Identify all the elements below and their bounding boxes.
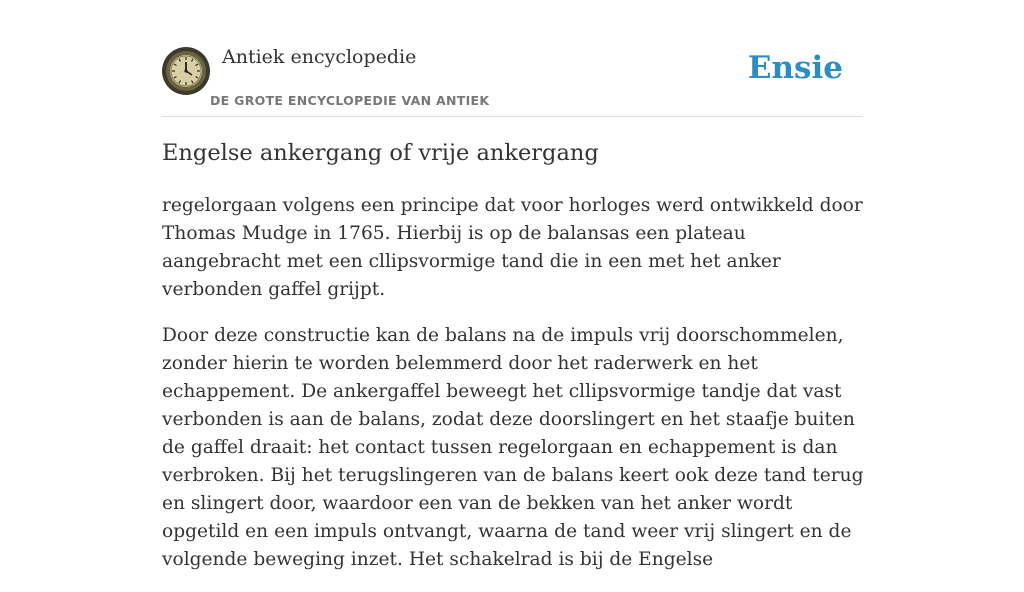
article-paragraph: regelorgaan volgens een principe dat voor horloges werd ontwikkeld door Thomas Mudge in 1765. Hierbij is op de balansas een plateau aangebracht met een cllipsvormige tand die in een met het anker verbonden gaffel grijpt. [162, 195, 863, 300]
ensie-logo[interactable]: Ensie [747, 50, 843, 86]
site-subtitle: DE GROTE ENCYCLOPEDIE VAN ANTIEK [210, 93, 490, 108]
article-title: Engelse ankergang of vrije ankergang [162, 140, 599, 166]
article-body [162, 192, 864, 592]
clock-icon[interactable] [162, 47, 210, 95]
article-paragraph: Door deze constructie kan de balans na de impuls vrij doorschommelen, zonder hierin te worden belemmerd door het raderwerk en het echappement. De ankergaffel beweegt het cllipsvormige tandje dat vast verbonden is aan de balans, zodat deze doorslingert en het staafje buiten de gaffel draait: het contact tussen regelorgaan en echappement is dan verbroken. Bij het terugslingeren van de balans keert ook deze tand terug en slingert door, waardoor een van de bekken van het anker wordt opgetild en een impuls ontvangt, waarna de tand weer vrij slingert en de volgende beweging inzet. Het schakelrad is bij de Engelse [162, 325, 864, 570]
site-name[interactable]: Antiek encyclopedie [222, 46, 417, 68]
site-header [162, 0, 862, 117]
